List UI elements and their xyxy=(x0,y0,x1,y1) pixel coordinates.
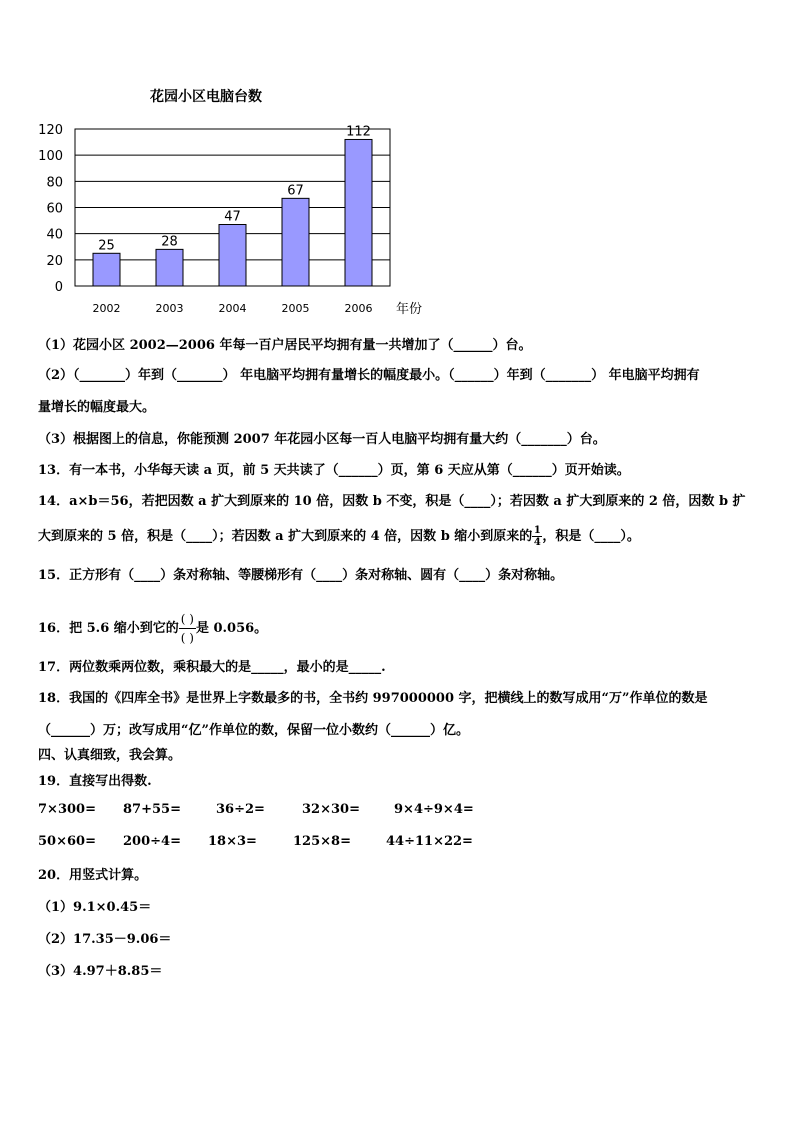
question-12-3: （3）根据图上的信息，你能预测 2007 年花园小区每一百人电脑平均拥有量大约（_______）台。 xyxy=(38,432,606,447)
data-label: 67 xyxy=(287,183,304,199)
q14-fraction xyxy=(532,525,542,548)
calc-item: 125×8= xyxy=(293,834,351,849)
calc-item: 50×60= xyxy=(38,834,96,849)
data-label: 112 xyxy=(346,124,371,140)
question-12-1: （1）花园小区 2002—2006 年每一百户居民平均拥有量一共增加了（______）台。 xyxy=(38,338,532,353)
q14-text-post: ，积是（____）。 xyxy=(542,529,640,544)
q16-fraction xyxy=(179,610,196,647)
bar-chart xyxy=(30,118,450,328)
x-tick-label: 2003 xyxy=(155,302,184,315)
y-tick-label: 0 xyxy=(54,280,63,295)
q16-text-post: 是 0.056。 xyxy=(195,621,268,636)
question-16 xyxy=(38,610,267,647)
question-18-cont: （______）万；改写成用“亿”作单位的数，保留一位小数约（______）亿。 xyxy=(38,723,469,738)
q16-frac-num: ( ) xyxy=(179,610,196,629)
section-4-heading: 四、认真细致，我会算。 xyxy=(38,748,182,763)
q14-text-pre: 大到原来的 5 倍，积是（____）；若因数 a 扩大到原来的 4 倍，因数 b 缩小到原来的 xyxy=(38,529,533,544)
data-label: 25 xyxy=(98,238,115,254)
y-tick-label: 20 xyxy=(46,253,63,269)
q14-frac-num: 1 xyxy=(533,525,541,536)
x-tick-label: 2005 xyxy=(281,302,310,315)
calc-item: 44÷11×22= xyxy=(386,834,473,849)
x-tick-label: 2004 xyxy=(218,302,247,315)
q14-frac-den: 4 xyxy=(533,537,541,548)
q16-text-pre: 16．把 5.6 缩小到它的 xyxy=(38,621,179,636)
calc-item: 32×30= xyxy=(302,802,360,817)
question-18: 18．我国的《四库全书》是世界上字数最多的书，全书约 997000000 字，把横线上的数写成用“万”作单位的数是 xyxy=(38,691,708,706)
data-label: 47 xyxy=(224,209,241,225)
y-tick-label: 100 xyxy=(38,149,63,165)
question-20-2: （2）17.35－9.06＝ xyxy=(38,932,172,947)
x-axis-label: 年份 xyxy=(396,302,423,317)
bar xyxy=(93,253,120,286)
x-tick-label: 2006 xyxy=(344,302,373,315)
q16-frac-den: ( ) xyxy=(180,631,194,645)
question-14: 14．a×b＝56，若把因数 a 扩大到原来的 10 倍，因数 b 不变，积是（____）；若因数 a 扩大到原来的 2 倍，因数 b 扩 xyxy=(38,494,746,509)
chart-title: 花园小区电脑台数 xyxy=(150,89,262,105)
bar xyxy=(282,198,309,286)
question-20: 20．用竖式计算。 xyxy=(38,868,148,883)
question-17: 17．两位数乘两位数，乘积最大的是_____，最小的是_____. xyxy=(38,660,386,675)
y-tick-label: 120 xyxy=(38,123,63,138)
y-tick-label: 40 xyxy=(46,227,63,243)
bar xyxy=(156,249,183,286)
calc-item: 87+55= xyxy=(123,802,181,817)
bar xyxy=(219,225,246,286)
calc-item: 7×300= xyxy=(38,802,96,817)
question-14-cont xyxy=(38,525,640,548)
y-tick-label: 80 xyxy=(46,175,63,191)
x-tick-label: 2002 xyxy=(92,302,121,315)
bar xyxy=(345,139,372,286)
question-15: 15．正方形有（____）条对称轴、等腰梯形有（____）条对称轴、圆有（____）条对称轴。 xyxy=(38,568,564,583)
calc-item: 18×3= xyxy=(208,834,257,849)
question-20-3: （3）4.97＋8.85＝ xyxy=(38,964,163,979)
calc-item: 36÷2= xyxy=(216,802,265,817)
calc-item: 200÷4= xyxy=(123,834,181,849)
question-12-2-cont: 量增长的幅度最大。 xyxy=(38,400,156,415)
question-19: 19．直接写出得数. xyxy=(38,774,152,789)
question-20-1: （1）9.1×0.45＝ xyxy=(38,900,152,915)
question-13: 13．有一本书，小华每天读 a 页，前 5 天共读了（______）页，第 6 天应从第（______）页开始读。 xyxy=(38,463,630,478)
y-tick-label: 60 xyxy=(46,201,63,217)
calc-item: 9×4÷9×4= xyxy=(394,802,474,817)
data-label: 28 xyxy=(161,234,178,250)
question-12-2: （2）（_______）年到（_______） 年电脑平均拥有量增长的幅度最小。（______）年到（_______） 年电脑平均拥有 xyxy=(38,368,700,383)
